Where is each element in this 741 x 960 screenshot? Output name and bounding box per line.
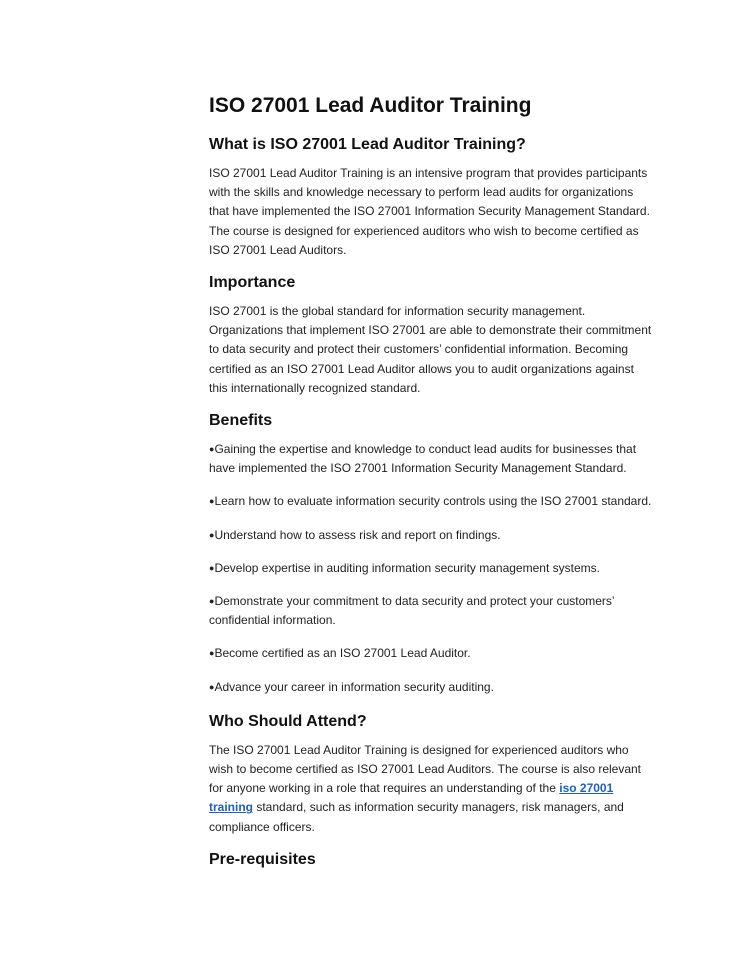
section-benefits — [209, 410, 654, 697]
iso-27001-training-link[interactable]: iso 27001 training — [209, 781, 614, 815]
bullet-icon: ● — [209, 681, 215, 692]
page-title: ISO 27001 Lead Auditor Training — [209, 94, 532, 117]
list-item — [209, 644, 654, 663]
section-importance — [209, 272, 654, 398]
list-item-text: Become certified as an ISO 27001 Lead Auditor. — [214, 646, 471, 661]
section-body-importance: ISO 27001 is the global standard for information security management. Organizations that implement ISO 27001 are able to demonstrate their commitment to data security and protect their customers’ confidential information. Becoming certified as an ISO 27001 Lead Auditor allows you to audit organizations against this internationally recognized standard. — [209, 304, 652, 395]
list-item — [209, 440, 654, 478]
list-item-text: Understand how to assess risk and report on findings. — [214, 527, 501, 542]
section-heading-who-should-attend: Who Should Attend? — [209, 712, 367, 730]
document-page — [209, 92, 654, 879]
section-heading-importance: Importance — [209, 274, 296, 292]
section-body-what-is: ISO 27001 Lead Auditor Training is an intensive program that provides participants with the skills and knowledge necessary to perform lead audits for organizations that have implemented the ISO 27001 Information Security Management Standard. The course is designed for experienced auditors who wish to become certified as ISO 27001 Lead Auditors. — [209, 166, 650, 257]
list-item — [209, 592, 654, 630]
bullet-icon: ● — [209, 562, 215, 573]
list-item-text: Gaining the expertise and knowledge to conduct lead audits for businesses that have implemented the ISO 27001 Information Security Management Standard. — [209, 442, 637, 476]
bullet-icon: ● — [209, 529, 215, 540]
section-body-who-should-attend — [209, 741, 654, 837]
section-prerequisites — [209, 849, 654, 871]
list-item — [209, 526, 654, 545]
section-what-is — [209, 134, 654, 260]
list-item-text: Advance your career in information security auditing. — [214, 679, 494, 694]
list-item — [209, 678, 654, 697]
section-heading-what-is: What is ISO 27001 Lead Auditor Training? — [209, 136, 526, 153]
list-item — [209, 559, 654, 578]
list-item-text: Learn how to evaluate information security controls using the ISO 27001 standard. — [214, 494, 652, 509]
section-heading-benefits: Benefits — [209, 412, 273, 430]
bullet-icon: ● — [209, 596, 215, 607]
section-heading-prerequisites: Pre-requisites — [209, 850, 316, 868]
bullet-icon: ● — [209, 496, 215, 507]
list-item-text: Demonstrate your commitment to data security and protect your customers’ confidential information. — [209, 594, 615, 628]
body-text-after-link: standard, such as information security managers, risk managers, and compliance officers. — [209, 800, 624, 834]
list-item-text: Develop expertise in auditing information security management systems. — [214, 560, 600, 575]
bullet-icon: ● — [209, 444, 215, 455]
section-who-should-attend — [209, 711, 654, 837]
body-text-before-link: The ISO 27001 Lead Auditor Training is designed for experienced auditors who wish to become certified as ISO 27001 Lead Auditors. The course is also relevant for anyone working in a role that requires an understanding of the — [209, 742, 642, 796]
bullet-icon: ● — [209, 648, 215, 659]
list-item — [209, 492, 654, 511]
